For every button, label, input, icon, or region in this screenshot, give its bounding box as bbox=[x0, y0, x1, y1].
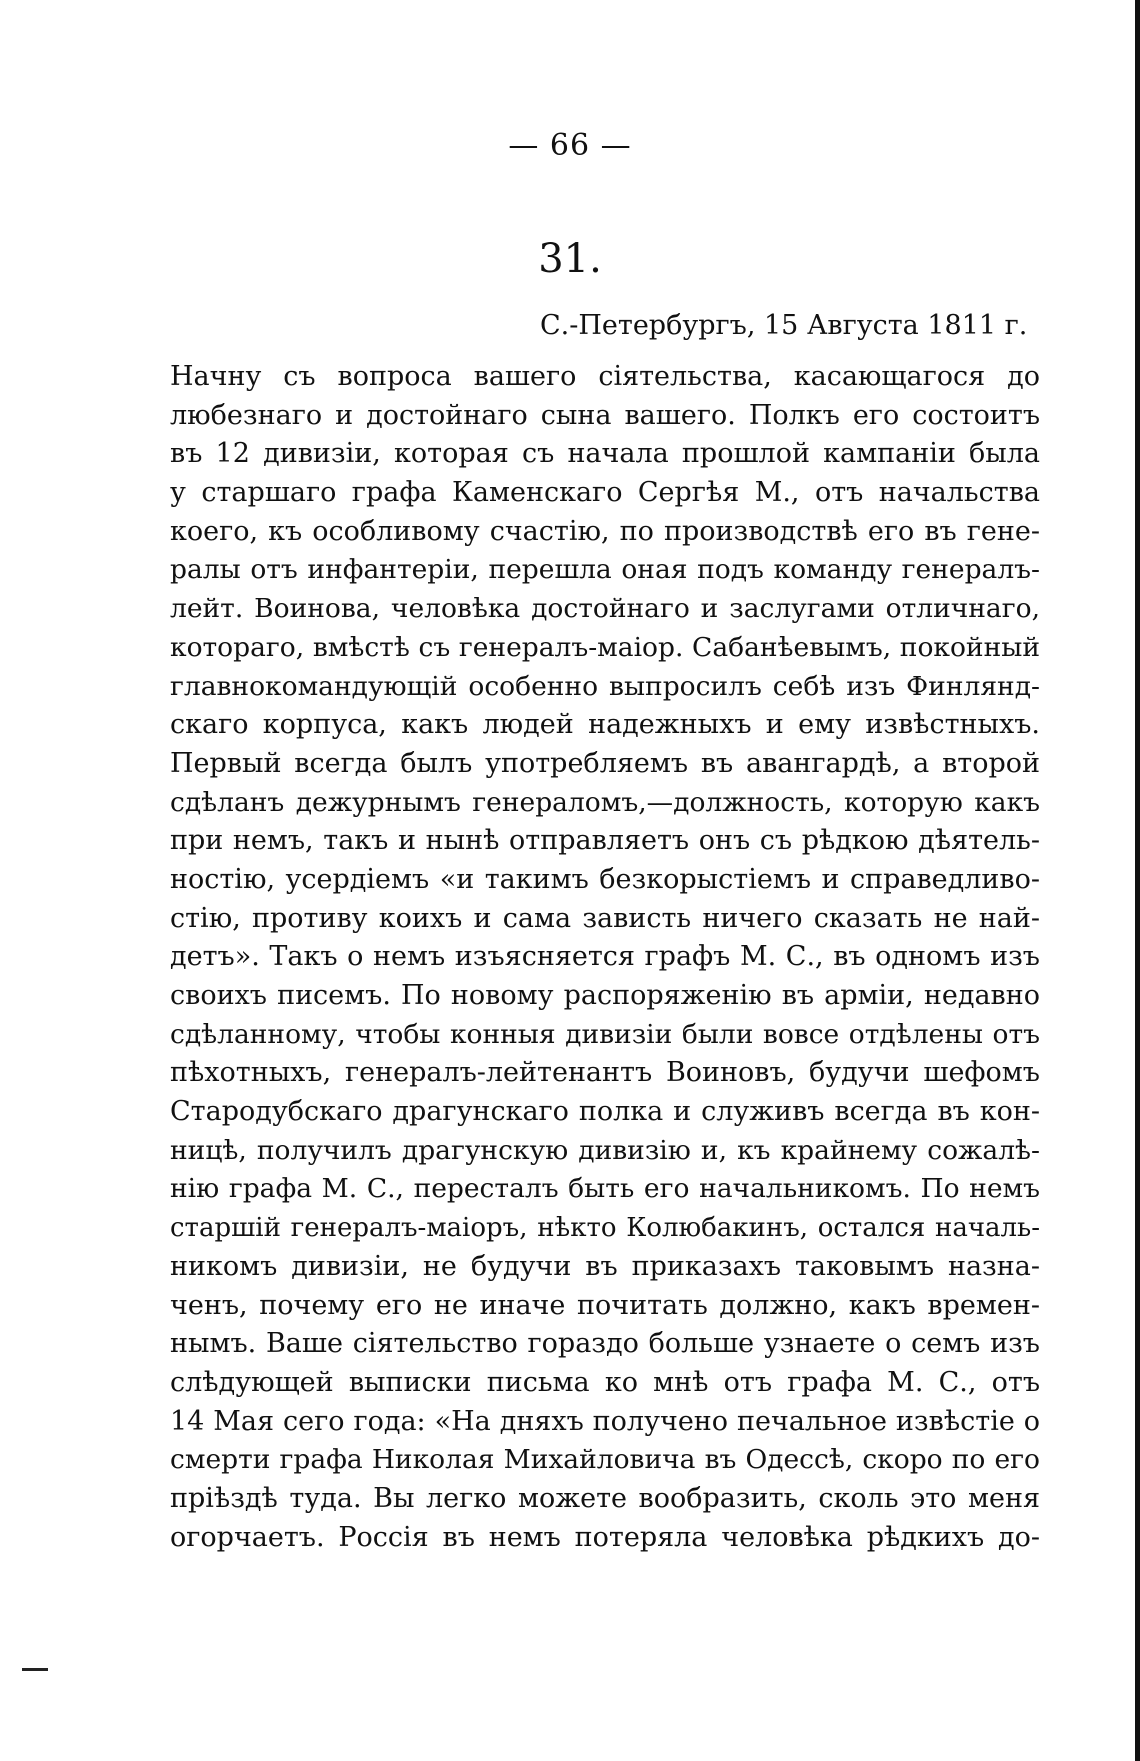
text-line: ницѣ, получилъ драгунскую дивизію и, къ крайнему сожалѣ- bbox=[170, 1134, 1040, 1166]
text-line: Первый всегда былъ употребляемъ въ авангардѣ, а второй bbox=[170, 747, 1040, 779]
text-line: у старшаго графа Каменскаго Сергѣя М., отъ начальства bbox=[170, 477, 1040, 509]
place-date: С.-Петербургъ, 15 Августа 1811 г. bbox=[540, 310, 1028, 341]
text-line: никомъ дивизіи, не будучи въ приказахъ таковымъ назна- bbox=[170, 1250, 1040, 1282]
text-line: въ 12 дивизіи, которая съ начала прошлой кампаніи была bbox=[170, 438, 1040, 470]
text-line: пѣхотныхъ, генералъ-лейтенантъ Воиновъ, будучи шефомъ bbox=[170, 1057, 1040, 1089]
text-line: своихъ писемъ. По новому распоряженію въ арміи, недавно bbox=[170, 980, 1040, 1011]
text-line: коего, къ особливому счастію, по производствѣ его въ гене- bbox=[170, 515, 1040, 547]
text-line: главнокомандующій особенно выпросилъ себѣ изъ Финлянд- bbox=[170, 670, 1040, 702]
text-line: смерти графа Николая Михайловича въ Одессѣ, скоро по его bbox=[170, 1444, 1040, 1476]
text-line: при немъ, такъ и нынѣ отправляетъ онъ съ рѣдкою дѣятель- bbox=[170, 825, 1040, 857]
text-line: Стародубскаго драгунскаго полка и служивъ всегда въ кон- bbox=[170, 1096, 1040, 1128]
text-line: нію графа М. С., пересталъ быть его начальникомъ. По немъ bbox=[170, 1173, 1040, 1205]
text-line: нымъ. Ваше сіятельство гораздо больше узнаете о семъ изъ bbox=[170, 1328, 1040, 1360]
text-line: ралы отъ инфантеріи, перешла оная подъ команду генералъ- bbox=[170, 554, 1040, 586]
text-line: ностію, усердіемъ «и такимъ безкорыстіемъ и справедливо- bbox=[170, 863, 1040, 895]
margin-mark bbox=[22, 1668, 48, 1671]
page-number: — 66 — bbox=[508, 128, 632, 163]
text-line: котораго, вмѣстѣ съ генералъ-маіор. Сабанѣевымъ, покойный bbox=[170, 631, 1040, 663]
text-line: любезнаго и достойнаго сына вашего. Полкъ его состоитъ bbox=[170, 399, 1040, 431]
text-line: 14 Мая сего года: «На дняхъ получено печальное извѣстіе о bbox=[170, 1405, 1040, 1437]
text-line: огорчаетъ. Россія въ немъ потеряла человѣка рѣдкихъ до- bbox=[170, 1521, 1040, 1553]
text-line: скаго корпуса, какъ людей надежныхъ и ему извѣстныхъ. bbox=[170, 709, 1040, 741]
text-line: пріѣздѣ туда. Вы легко можете вообразить, сколь это меня bbox=[170, 1482, 1040, 1514]
text-line: детъ». Такъ о немъ изъясняется графъ М. С., въ одномъ изъ bbox=[170, 941, 1040, 973]
text-line: лейт. Воинова, человѣка достойнаго и заслугами отличнаго, bbox=[170, 593, 1040, 625]
text-line: стію, противу коихъ и сама зависть ничего сказать не най- bbox=[170, 902, 1040, 934]
text-line: ченъ, почему его не иначе почитать должно, какъ времен- bbox=[170, 1289, 1040, 1321]
text-line: слѣдующей выписки письма ко мнѣ отъ графа М. С., отъ bbox=[170, 1366, 1040, 1398]
letter-number: 31. bbox=[538, 236, 602, 282]
letter-body bbox=[170, 358, 1040, 1557]
text-line: сдѣланному, чтобы конныя дивизіи были вовсе отдѣлены отъ bbox=[170, 1018, 1040, 1050]
text-line: Начну съ вопроса вашего сіятельства, касающагося до bbox=[170, 361, 1040, 392]
text-line: сдѣланъ дежурнымъ генераломъ,—должность, которую какъ bbox=[170, 786, 1040, 818]
text-line: старшій генералъ-маіоръ, нѣкто Колюбакинъ, остался началь- bbox=[170, 1213, 1040, 1244]
